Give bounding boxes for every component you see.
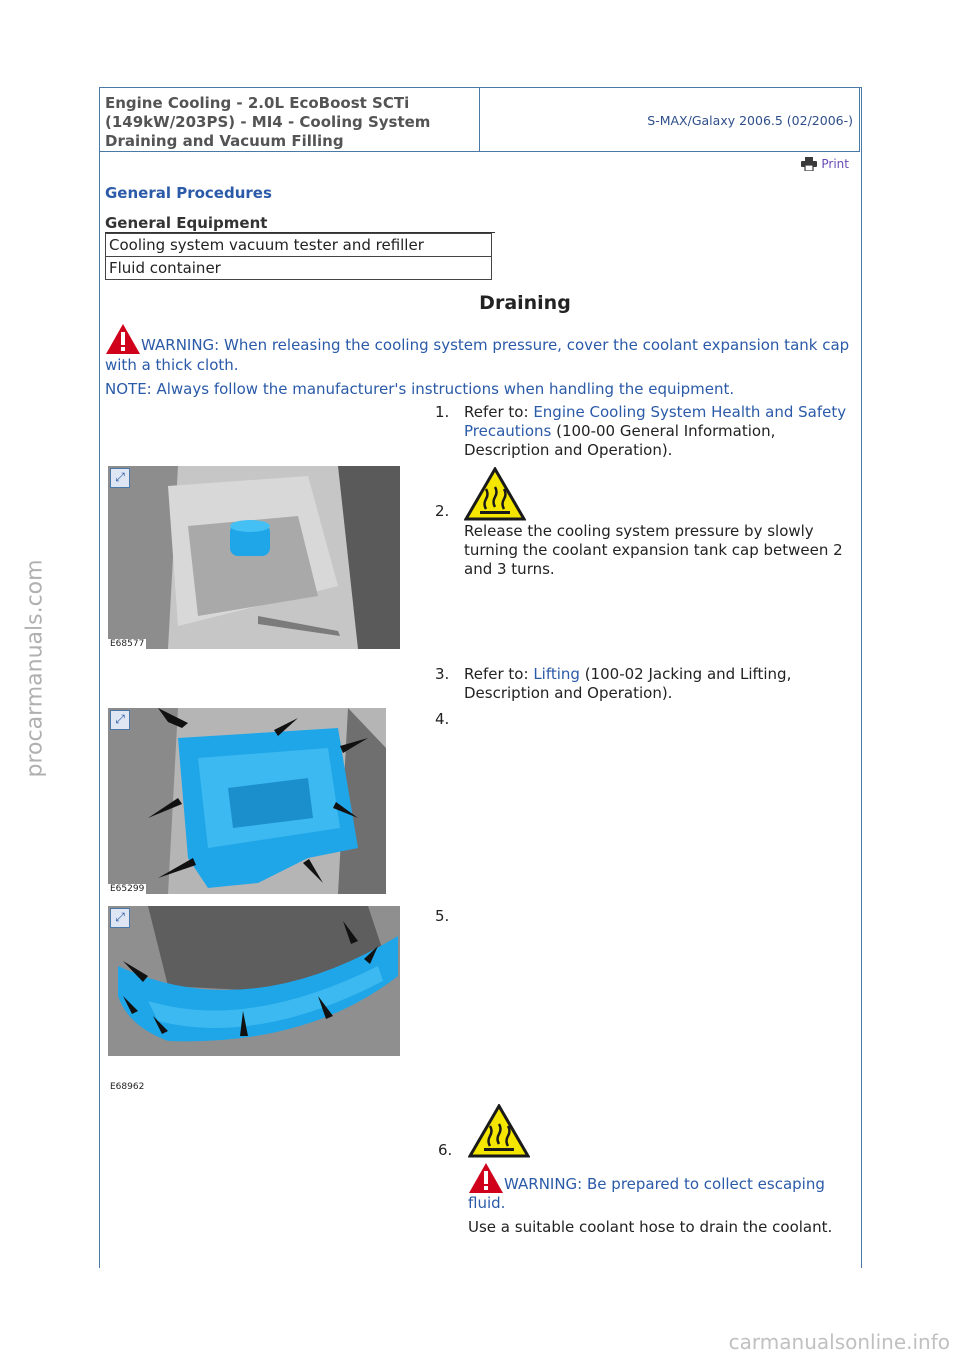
step-4: [435, 710, 475, 730]
step-2: [435, 467, 855, 587]
step-text: Use a suitable coolant hose to drain the coolant.: [468, 1218, 833, 1236]
front-undershield-image: [108, 906, 400, 1092]
step-number: 2.: [435, 502, 450, 520]
step-text: [464, 403, 854, 460]
zoom-icon[interactable]: ⤢: [110, 468, 130, 488]
health-safety-link[interactable]: Engine Cooling System Health and Safety Precautions: [464, 403, 847, 440]
zoom-icon[interactable]: ⤢: [110, 908, 130, 928]
step-number: 1.: [435, 403, 450, 421]
hot-surface-icon: [468, 1104, 530, 1158]
equipment-title: General Equipment: [105, 214, 268, 232]
step-suffix: (100-02 Jacking and Lifting, Description and Operation).: [464, 665, 792, 702]
equipment-table: [105, 233, 492, 280]
lifting-link[interactable]: Lifting: [533, 665, 580, 683]
warning-triangle-icon: [105, 323, 141, 355]
step-text: Release the cooling system pressure by slowly turning the coolant expansion tank cap between 2 and 3 turns.: [464, 522, 843, 578]
engine-bay-image: [108, 466, 400, 649]
footer-watermark: carmanualsonline.info: [728, 1330, 950, 1354]
figure-code: E68577: [110, 639, 145, 649]
undertray-image: [108, 708, 386, 894]
step-3: [435, 665, 855, 705]
step-number: 4.: [435, 710, 450, 728]
warning-block: [105, 323, 850, 375]
print-label: Print: [821, 157, 849, 171]
draining-heading: Draining: [479, 292, 571, 314]
equipment-item: Cooling system vacuum tester and refiller: [106, 234, 492, 257]
document-header: [99, 87, 860, 152]
step-warning: [468, 1162, 853, 1213]
print-button[interactable]: [801, 157, 849, 171]
step-number: 5.: [435, 907, 450, 925]
table-row: [106, 257, 492, 280]
step-prefix: Refer to:: [464, 665, 534, 683]
section-title: General Procedures: [105, 184, 272, 202]
warning-text: WARNING: Be prepared to collect escaping fluid.: [468, 1175, 825, 1212]
step-text: [464, 665, 849, 703]
step-suffix: (100-00 General Information, Description and Operation).: [464, 422, 776, 459]
step-prefix: Refer to:: [464, 403, 534, 421]
note-text: NOTE: Always follow the manufacturer's instructions when handling the equipment.: [105, 380, 735, 398]
figure-code: E65299: [110, 884, 145, 894]
warning-triangle-icon: [468, 1162, 504, 1194]
equipment-item: Fluid container: [106, 257, 492, 280]
header-divider: [479, 88, 480, 152]
printer-icon: [801, 157, 817, 171]
figure-code: E68962: [110, 1082, 145, 1092]
side-watermark: [20, 560, 50, 780]
table-row: [106, 234, 492, 257]
watermark-text: procarmanuals.com: [22, 559, 48, 778]
step-6: [438, 1104, 858, 1244]
step-number: 3.: [435, 665, 450, 683]
step-5: [435, 907, 475, 927]
vehicle-model: S-MAX/Galaxy 2006.5 (02/2006-): [647, 113, 853, 128]
warning-text: WARNING: When releasing the cooling system pressure, cover the coolant expansion tank cap with a thick cloth.: [105, 336, 850, 374]
document-title: Engine Cooling - 2.0L EcoBoost SCTi (149kW/203PS) - MI4 - Cooling System Draining and Vacuum Filling: [105, 94, 431, 150]
step-number: 6.: [438, 1141, 453, 1159]
step-1: [435, 403, 855, 463]
hot-surface-icon: [464, 467, 526, 521]
zoom-icon[interactable]: ⤢: [110, 710, 130, 730]
